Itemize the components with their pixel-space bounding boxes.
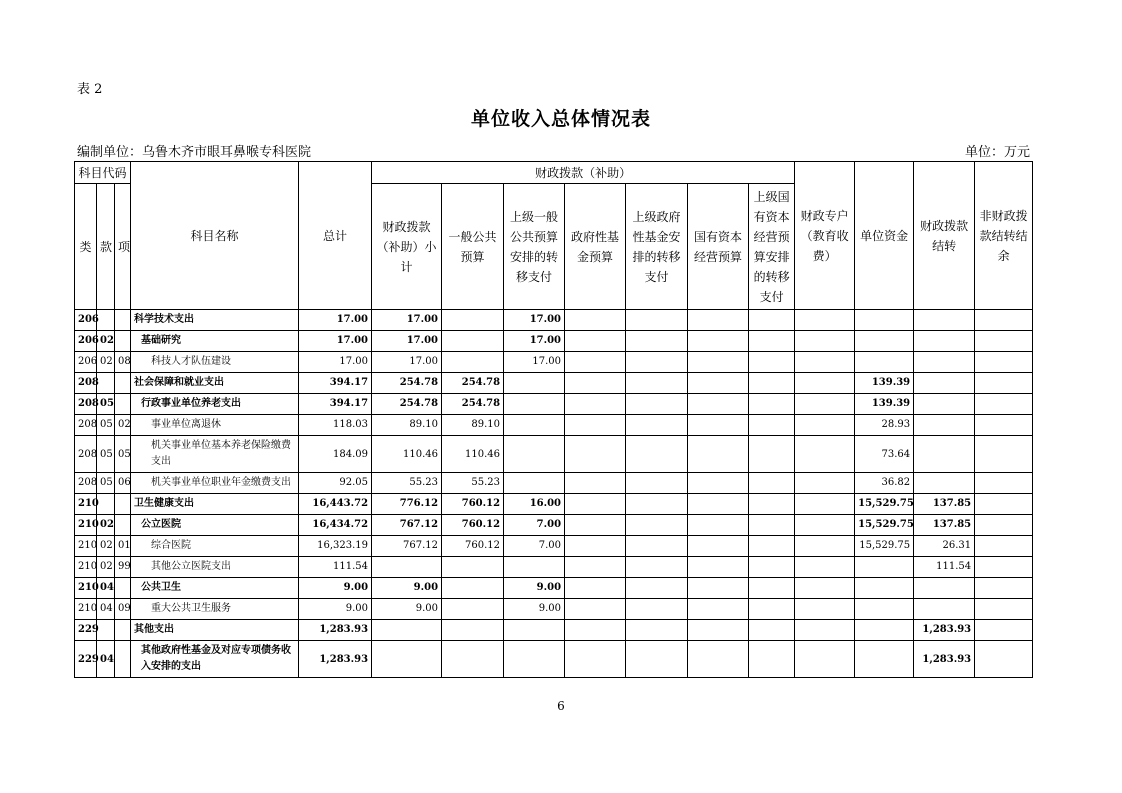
cell-kuan — [97, 494, 115, 515]
cell-state-capital — [688, 394, 749, 415]
cell-total: 92.05 — [299, 473, 372, 494]
table-row — [75, 536, 1033, 557]
table-row — [75, 515, 1033, 536]
cell-xiang — [115, 494, 131, 515]
cell-general-budget — [442, 578, 504, 599]
cell-fiscal-subtotal: 89.10 — [372, 415, 442, 436]
cell-kuan: 04 — [97, 578, 115, 599]
cell-general-budget: 55.23 — [442, 473, 504, 494]
cell-fiscal-subtotal: 776.12 — [372, 494, 442, 515]
cell-fiscal-special — [795, 415, 855, 436]
cell-gov-fund — [565, 620, 626, 641]
cell-kuan — [97, 373, 115, 394]
cell-gov-fund — [565, 641, 626, 678]
cell-xiang — [115, 331, 131, 352]
cell-lei: 208 — [75, 415, 97, 436]
cell-fiscal-subtotal: 767.12 — [372, 536, 442, 557]
cell-fiscal-carryover — [914, 310, 975, 331]
cell-state-capital — [688, 415, 749, 436]
cell-upper-gov-fund — [626, 373, 688, 394]
income-table — [74, 161, 1033, 678]
cell-state-capital — [688, 578, 749, 599]
cell-total: 16,443.72 — [299, 494, 372, 515]
cell-general-budget — [442, 352, 504, 373]
cell-name: 科学技术支出 — [131, 310, 299, 331]
unit-label: 单位：万元 — [964, 145, 1030, 160]
cell-upper-gov-fund — [626, 331, 688, 352]
cell-gov-fund — [565, 557, 626, 578]
header-kuan: 款 — [97, 184, 115, 310]
cell-upper-gov-fund — [626, 415, 688, 436]
header-fiscal-special: 财政专户（教育收费） — [795, 162, 855, 310]
cell-fiscal-special — [795, 331, 855, 352]
cell-lei: 208 — [75, 473, 97, 494]
header-nonfiscal-carryover: 非财政拨款结转结余 — [975, 162, 1033, 310]
cell-state-capital — [688, 536, 749, 557]
cell-unit-funds: 28.93 — [855, 415, 914, 436]
cell-lei: 229 — [75, 641, 97, 678]
cell-fiscal-subtotal: 110.46 — [372, 436, 442, 473]
cell-name: 社会保障和就业支出 — [131, 373, 299, 394]
cell-lei: 208 — [75, 394, 97, 415]
table-row — [75, 415, 1033, 436]
cell-total: 17.00 — [299, 310, 372, 331]
cell-lei: 210 — [75, 557, 97, 578]
table-row — [75, 578, 1033, 599]
cell-upper-general — [504, 436, 565, 473]
table-row — [75, 473, 1033, 494]
table-row — [75, 352, 1033, 373]
cell-upper-gov-fund — [626, 599, 688, 620]
header-gov-fund: 政府性基金预算 — [565, 184, 626, 310]
cell-general-budget — [442, 331, 504, 352]
cell-name: 机关事业单位职业年金缴费支出 — [131, 473, 299, 494]
cell-unit-funds — [855, 599, 914, 620]
cell-fiscal-special — [795, 515, 855, 536]
cell-name: 其他支出 — [131, 620, 299, 641]
cell-gov-fund — [565, 473, 626, 494]
cell-name: 科技人才队伍建设 — [131, 352, 299, 373]
cell-upper-general — [504, 415, 565, 436]
cell-state-capital — [688, 352, 749, 373]
cell-gov-fund — [565, 436, 626, 473]
cell-xiang — [115, 310, 131, 331]
cell-xiang — [115, 641, 131, 678]
cell-state-capital — [688, 373, 749, 394]
cell-name: 卫生健康支出 — [131, 494, 299, 515]
header-unit-funds: 单位资金 — [855, 162, 914, 310]
table-row — [75, 620, 1033, 641]
cell-fiscal-carryover — [914, 599, 975, 620]
cell-unit-funds: 73.64 — [855, 436, 914, 473]
cell-unit-funds: 139.39 — [855, 394, 914, 415]
cell-upper-state-capital — [749, 515, 795, 536]
cell-xiang: 08 — [115, 352, 131, 373]
cell-state-capital — [688, 641, 749, 678]
cell-unit-funds: 139.39 — [855, 373, 914, 394]
cell-gov-fund — [565, 599, 626, 620]
cell-xiang — [115, 394, 131, 415]
cell-nonfiscal-carryover — [975, 536, 1033, 557]
cell-xiang: 06 — [115, 473, 131, 494]
cell-general-budget — [442, 310, 504, 331]
cell-fiscal-special — [795, 473, 855, 494]
cell-general-budget: 89.10 — [442, 415, 504, 436]
cell-nonfiscal-carryover — [975, 473, 1033, 494]
cell-fiscal-carryover — [914, 373, 975, 394]
header-fiscal-subtotal: 财政拨款（补助）小计 — [372, 184, 442, 310]
cell-kuan: 02 — [97, 515, 115, 536]
cell-lei: 210 — [75, 578, 97, 599]
cell-fiscal-subtotal: 17.00 — [372, 331, 442, 352]
cell-general-budget — [442, 641, 504, 678]
cell-upper-gov-fund — [626, 352, 688, 373]
table-body — [75, 310, 1033, 678]
cell-fiscal-subtotal — [372, 620, 442, 641]
header-subject-name: 科目名称 — [131, 162, 299, 310]
cell-total: 9.00 — [299, 578, 372, 599]
cell-upper-state-capital — [749, 578, 795, 599]
cell-upper-state-capital — [749, 394, 795, 415]
header-upper-state-capital: 上级国有资本经营预算安排的转移支付 — [749, 184, 795, 310]
cell-xiang: 05 — [115, 436, 131, 473]
cell-upper-gov-fund — [626, 620, 688, 641]
cell-upper-gov-fund — [626, 578, 688, 599]
cell-fiscal-carryover — [914, 352, 975, 373]
cell-xiang — [115, 620, 131, 641]
cell-nonfiscal-carryover — [975, 352, 1033, 373]
cell-total: 184.09 — [299, 436, 372, 473]
cell-general-budget: 254.78 — [442, 373, 504, 394]
cell-fiscal-carryover: 1,283.93 — [914, 620, 975, 641]
cell-name: 基础研究 — [131, 331, 299, 352]
cell-name: 其他政府性基金及对应专项债务收入安排的支出 — [131, 641, 299, 678]
cell-gov-fund — [565, 352, 626, 373]
cell-xiang — [115, 373, 131, 394]
cell-fiscal-carryover — [914, 578, 975, 599]
cell-lei: 210 — [75, 494, 97, 515]
cell-fiscal-carryover: 26.31 — [914, 536, 975, 557]
header-subject-code: 科目代码 — [75, 162, 131, 184]
cell-fiscal-subtotal: 17.00 — [372, 352, 442, 373]
cell-kuan — [97, 310, 115, 331]
table-row — [75, 331, 1033, 352]
cell-general-budget: 760.12 — [442, 515, 504, 536]
cell-nonfiscal-carryover — [975, 620, 1033, 641]
cell-fiscal-subtotal: 17.00 — [372, 310, 442, 331]
cell-fiscal-subtotal: 254.78 — [372, 373, 442, 394]
cell-state-capital — [688, 599, 749, 620]
cell-upper-general — [504, 557, 565, 578]
cell-total: 16,323.19 — [299, 536, 372, 557]
header-upper-general: 上级一般公共预算安排的转移支付 — [504, 184, 565, 310]
cell-upper-general — [504, 641, 565, 678]
cell-fiscal-special — [795, 641, 855, 678]
cell-fiscal-special — [795, 436, 855, 473]
cell-xiang: 01 — [115, 536, 131, 557]
cell-state-capital — [688, 310, 749, 331]
table-row — [75, 494, 1033, 515]
cell-fiscal-carryover — [914, 415, 975, 436]
cell-upper-gov-fund — [626, 515, 688, 536]
cell-gov-fund — [565, 494, 626, 515]
cell-upper-state-capital — [749, 436, 795, 473]
cell-lei: 206 — [75, 310, 97, 331]
cell-total: 118.03 — [299, 415, 372, 436]
cell-lei: 206 — [75, 352, 97, 373]
cell-state-capital — [688, 436, 749, 473]
cell-fiscal-subtotal: 767.12 — [372, 515, 442, 536]
cell-upper-gov-fund — [626, 473, 688, 494]
cell-kuan: 02 — [97, 352, 115, 373]
cell-fiscal-subtotal — [372, 557, 442, 578]
header-fiscal-group: 财政拨款（补助） — [372, 162, 795, 184]
cell-kuan: 05 — [97, 415, 115, 436]
cell-state-capital — [688, 515, 749, 536]
cell-upper-gov-fund — [626, 494, 688, 515]
cell-total: 17.00 — [299, 352, 372, 373]
cell-fiscal-subtotal: 9.00 — [372, 599, 442, 620]
cell-unit-funds: 36.82 — [855, 473, 914, 494]
cell-upper-general: 16.00 — [504, 494, 565, 515]
cell-name: 综合医院 — [131, 536, 299, 557]
table-row — [75, 310, 1033, 331]
cell-nonfiscal-carryover — [975, 373, 1033, 394]
cell-lei: 208 — [75, 436, 97, 473]
table-row — [75, 436, 1033, 473]
cell-fiscal-carryover — [914, 436, 975, 473]
cell-upper-state-capital — [749, 331, 795, 352]
cell-upper-general: 9.00 — [504, 578, 565, 599]
cell-fiscal-subtotal: 9.00 — [372, 578, 442, 599]
cell-nonfiscal-carryover — [975, 557, 1033, 578]
cell-fiscal-special — [795, 599, 855, 620]
cell-nonfiscal-carryover — [975, 641, 1033, 678]
cell-state-capital — [688, 557, 749, 578]
cell-upper-general: 7.00 — [504, 536, 565, 557]
cell-name: 重大公共卫生服务 — [131, 599, 299, 620]
cell-kuan: 04 — [97, 599, 115, 620]
cell-name: 机关事业单位基本养老保险缴费支出 — [131, 436, 299, 473]
cell-upper-general: 7.00 — [504, 515, 565, 536]
cell-unit-funds — [855, 310, 914, 331]
cell-upper-state-capital — [749, 352, 795, 373]
cell-kuan — [97, 620, 115, 641]
cell-total: 9.00 — [299, 599, 372, 620]
cell-fiscal-carryover — [914, 394, 975, 415]
cell-kuan: 05 — [97, 436, 115, 473]
cell-nonfiscal-carryover — [975, 331, 1033, 352]
table-tag: 表 2 — [77, 82, 103, 97]
cell-kuan: 02 — [97, 557, 115, 578]
cell-upper-state-capital — [749, 599, 795, 620]
cell-fiscal-carryover — [914, 473, 975, 494]
cell-kuan: 02 — [97, 536, 115, 557]
cell-total: 394.17 — [299, 373, 372, 394]
table-row — [75, 557, 1033, 578]
table-row — [75, 373, 1033, 394]
cell-general-budget: 760.12 — [442, 494, 504, 515]
cell-xiang: 02 — [115, 415, 131, 436]
cell-general-budget — [442, 620, 504, 641]
cell-fiscal-carryover — [914, 331, 975, 352]
cell-state-capital — [688, 331, 749, 352]
cell-upper-gov-fund — [626, 557, 688, 578]
cell-upper-state-capital — [749, 641, 795, 678]
cell-fiscal-subtotal — [372, 641, 442, 678]
cell-upper-general — [504, 473, 565, 494]
cell-name: 其他公立医院支出 — [131, 557, 299, 578]
cell-kuan: 05 — [97, 394, 115, 415]
cell-nonfiscal-carryover — [975, 515, 1033, 536]
cell-general-budget: 760.12 — [442, 536, 504, 557]
cell-lei: 206 — [75, 331, 97, 352]
cell-upper-gov-fund — [626, 436, 688, 473]
cell-upper-general: 17.00 — [504, 352, 565, 373]
cell-upper-gov-fund — [626, 536, 688, 557]
cell-upper-state-capital — [749, 494, 795, 515]
cell-gov-fund — [565, 331, 626, 352]
cell-fiscal-special — [795, 578, 855, 599]
cell-lei: 208 — [75, 373, 97, 394]
cell-lei: 210 — [75, 599, 97, 620]
header-general-budget: 一般公共预算 — [442, 184, 504, 310]
cell-fiscal-special — [795, 620, 855, 641]
cell-upper-general: 17.00 — [504, 331, 565, 352]
cell-upper-state-capital — [749, 557, 795, 578]
cell-nonfiscal-carryover — [975, 436, 1033, 473]
cell-upper-state-capital — [749, 373, 795, 394]
table-row — [75, 641, 1033, 678]
cell-xiang: 99 — [115, 557, 131, 578]
header-state-capital: 国有资本经营预算 — [688, 184, 749, 310]
cell-name: 行政事业单位养老支出 — [131, 394, 299, 415]
cell-fiscal-subtotal: 254.78 — [372, 394, 442, 415]
cell-unit-funds: 15,529.75 — [855, 515, 914, 536]
cell-total: 111.54 — [299, 557, 372, 578]
cell-nonfiscal-carryover — [975, 310, 1033, 331]
cell-gov-fund — [565, 415, 626, 436]
cell-unit-funds — [855, 578, 914, 599]
cell-general-budget: 110.46 — [442, 436, 504, 473]
cell-total: 17.00 — [299, 331, 372, 352]
cell-upper-gov-fund — [626, 641, 688, 678]
cell-unit-funds — [855, 352, 914, 373]
cell-fiscal-special — [795, 557, 855, 578]
cell-lei: 229 — [75, 620, 97, 641]
cell-upper-general: 9.00 — [504, 599, 565, 620]
cell-xiang: 09 — [115, 599, 131, 620]
cell-nonfiscal-carryover — [975, 415, 1033, 436]
cell-general-budget — [442, 599, 504, 620]
header-lei: 类 — [75, 184, 97, 310]
table-row — [75, 599, 1033, 620]
header-total: 总计 — [299, 162, 372, 310]
cell-upper-gov-fund — [626, 394, 688, 415]
cell-upper-general — [504, 373, 565, 394]
cell-upper-general — [504, 394, 565, 415]
cell-fiscal-special — [795, 352, 855, 373]
cell-total: 16,434.72 — [299, 515, 372, 536]
cell-name: 公立医院 — [131, 515, 299, 536]
cell-unit-funds: 15,529.75 — [855, 536, 914, 557]
cell-general-budget: 254.78 — [442, 394, 504, 415]
cell-name: 事业单位离退休 — [131, 415, 299, 436]
cell-nonfiscal-carryover — [975, 578, 1033, 599]
cell-xiang — [115, 578, 131, 599]
page-number: 6 — [557, 699, 565, 713]
cell-total: 1,283.93 — [299, 641, 372, 678]
cell-kuan: 05 — [97, 473, 115, 494]
cell-fiscal-special — [795, 494, 855, 515]
cell-gov-fund — [565, 578, 626, 599]
cell-upper-state-capital — [749, 473, 795, 494]
cell-fiscal-carryover: 111.54 — [914, 557, 975, 578]
cell-nonfiscal-carryover — [975, 494, 1033, 515]
cell-total: 394.17 — [299, 394, 372, 415]
cell-name: 公共卫生 — [131, 578, 299, 599]
cell-unit-funds — [855, 641, 914, 678]
cell-nonfiscal-carryover — [975, 394, 1033, 415]
cell-xiang — [115, 515, 131, 536]
table-row — [75, 394, 1033, 415]
cell-unit-funds — [855, 331, 914, 352]
cell-total: 1,283.93 — [299, 620, 372, 641]
cell-upper-general: 17.00 — [504, 310, 565, 331]
cell-general-budget — [442, 557, 504, 578]
page-title: 单位收入总体情况表 — [470, 108, 651, 130]
cell-fiscal-carryover: 137.85 — [914, 494, 975, 515]
cell-lei: 210 — [75, 515, 97, 536]
cell-kuan: 04 — [97, 641, 115, 678]
header-xiang: 项 — [115, 184, 131, 310]
header-upper-gov-fund: 上级政府性基金安排的转移支付 — [626, 184, 688, 310]
cell-gov-fund — [565, 536, 626, 557]
cell-state-capital — [688, 494, 749, 515]
cell-fiscal-subtotal: 55.23 — [372, 473, 442, 494]
cell-state-capital — [688, 473, 749, 494]
cell-unit-funds: 15,529.75 — [855, 494, 914, 515]
cell-upper-state-capital — [749, 536, 795, 557]
cell-fiscal-special — [795, 536, 855, 557]
cell-upper-state-capital — [749, 620, 795, 641]
cell-upper-gov-fund — [626, 310, 688, 331]
cell-fiscal-carryover: 137.85 — [914, 515, 975, 536]
cell-unit-funds — [855, 557, 914, 578]
cell-fiscal-special — [795, 373, 855, 394]
cell-unit-funds — [855, 620, 914, 641]
cell-state-capital — [688, 620, 749, 641]
cell-upper-general — [504, 620, 565, 641]
cell-kuan: 02 — [97, 331, 115, 352]
cell-lei: 210 — [75, 536, 97, 557]
cell-gov-fund — [565, 373, 626, 394]
cell-nonfiscal-carryover — [975, 599, 1033, 620]
cell-gov-fund — [565, 394, 626, 415]
cell-gov-fund — [565, 310, 626, 331]
cell-fiscal-special — [795, 394, 855, 415]
cell-gov-fund — [565, 515, 626, 536]
cell-upper-state-capital — [749, 415, 795, 436]
cell-fiscal-special — [795, 310, 855, 331]
cell-upper-state-capital — [749, 310, 795, 331]
org-label: 编制单位：乌鲁木齐市眼耳鼻喉专科医院 — [77, 145, 312, 160]
header-fiscal-carryover: 财政拨款结转 — [914, 162, 975, 310]
cell-fiscal-carryover: 1,283.93 — [914, 641, 975, 678]
